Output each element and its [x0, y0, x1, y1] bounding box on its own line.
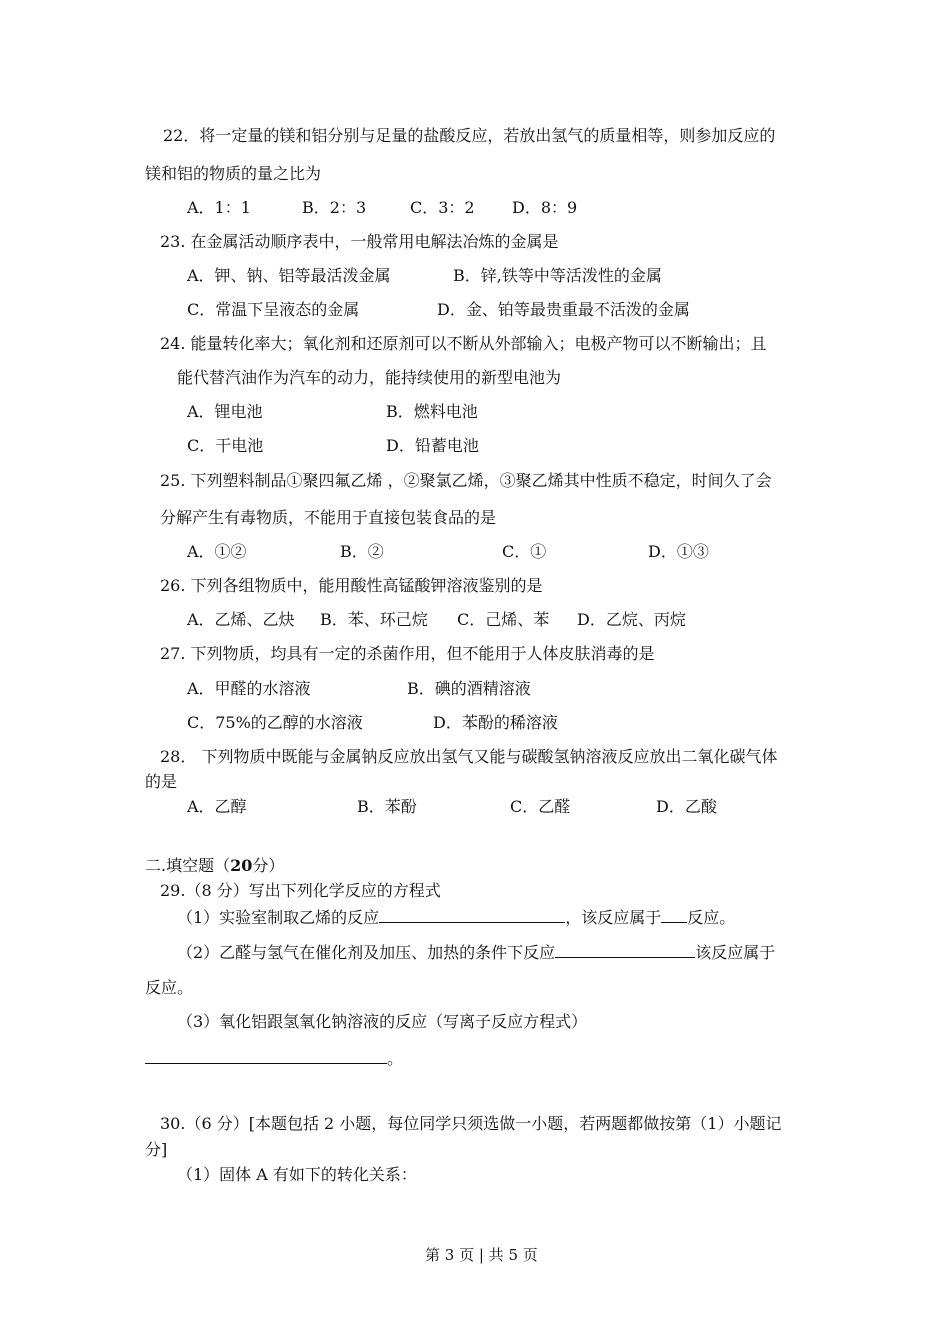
- q29-part1-blank-equation[interactable]: [379, 908, 565, 923]
- q24-option-d: D．铅蓄电池: [386, 436, 479, 455]
- q23-option-d: D．金、铂等最贵重最不活泼的金属: [437, 300, 690, 319]
- q23-option-b: B．锌,铁等中等活泼性的金属: [453, 266, 662, 285]
- q27-option-c: C．75%的乙醇的水溶液: [187, 713, 363, 732]
- q24-option-a: A．锂电池: [187, 402, 263, 421]
- q26-stem: 26. 下列各组物质中，能用酸性高锰酸钾溶液鉴别的是: [160, 576, 543, 595]
- q27-option-b: B．碘的酒精溶液: [407, 679, 531, 698]
- q22-option-d: D．8：9: [512, 198, 578, 217]
- q25-stem-line2: 分解产生有毒物质，不能用于直接包装食品的是: [160, 508, 497, 527]
- section-heading-suffix: 分）: [252, 856, 285, 875]
- section-heading-score: 20: [230, 856, 253, 875]
- q25-option-b: B．②: [340, 542, 384, 561]
- q29-part2-end: 反应。: [145, 978, 194, 997]
- q26-option-a: A．乙烯、乙炔: [187, 610, 295, 629]
- q29-part3: （3）氧化铝跟氢氧化钠溶液的反应（写离子反应方程式）: [177, 1012, 588, 1031]
- q24-stem-line1: 24. 能量转化率大；氧化剂和还原剂可以不断从外部输入；电极产物可以不断输出；且: [160, 334, 767, 353]
- q25-option-c: C．①: [502, 542, 547, 561]
- q30-stem-line2: 分]: [145, 1140, 168, 1159]
- q29-part1-text: （1）实验室制取乙烯的反应: [177, 908, 380, 927]
- q22-stem-line2: 镁和铝的物质的量之比为: [145, 164, 322, 183]
- q28-stem-line1: 28． 下列物质中既能与金属钠反应放出氢气又能与碳酸氢钠溶液反应放出二氧化碳气体: [160, 747, 778, 766]
- q22-option-b: B．2：3: [302, 198, 367, 217]
- q30-part1: （1）固体 A 有如下的转化关系：: [177, 1165, 417, 1184]
- page-number-footer: 第 3 页 | 共 5 页: [425, 1246, 538, 1264]
- q27-option-a: A．甲醛的水溶液: [187, 679, 311, 698]
- q26-option-d: D．乙烷、丙烷: [577, 610, 686, 629]
- q27-stem: 27. 下列物质，均具有一定的杀菌作用，但不能用于人体皮肤消毒的是: [160, 644, 655, 663]
- q28-stem-line2: 的是: [145, 772, 178, 791]
- q28-option-a: A．乙醇: [187, 797, 247, 816]
- q29-part3-end: 。: [387, 1049, 404, 1068]
- q24-option-b: B．燃料电池: [386, 402, 478, 421]
- q23-option-a: A．钾、钠、铝等最活泼金属: [187, 266, 391, 285]
- q29-part1-text2: ，该反应属于: [565, 908, 662, 927]
- q29-part2: [177, 943, 775, 961]
- q29-part1-blank-type[interactable]: [661, 908, 687, 923]
- q29-stem: 29.（8 分）写出下列化学反应的方程式: [160, 881, 441, 900]
- q25-option-d: D．①③: [648, 542, 709, 561]
- q23-option-c: C．常温下呈液态的金属: [187, 300, 360, 319]
- q22-stem-line1: 22．将一定量的镁和铝分别与足量的盐酸反应，若放出氢气的质量相等，则参加反应的: [163, 126, 776, 145]
- q29-part2-text2: 该反应属于: [695, 943, 776, 962]
- section-heading: [145, 858, 284, 874]
- q24-option-c: C．干电池: [187, 436, 264, 455]
- q29-part1: [177, 908, 735, 926]
- q26-option-b: B．苯、环己烷: [320, 610, 428, 629]
- section-heading-prefix: 二.填空题（: [145, 856, 231, 875]
- q28-option-d: D．乙酸: [656, 797, 717, 816]
- q25-stem-line1: 25. 下列塑料制品①聚四氟乙烯 ，②聚氯乙烯，③聚乙烯其中性质不稳定，时间久了会: [160, 471, 772, 490]
- q26-option-c: C．己烯、苯: [457, 610, 550, 629]
- q27-option-d: D．苯酚的稀溶液: [433, 713, 558, 732]
- q30-stem-line1: 30.（6 分）[本题包括 2 小题，每位同学只须选做一小题，若两题都做按第（1）小题记: [160, 1114, 782, 1133]
- q28-option-b: B．苯酚: [357, 797, 417, 816]
- q22-option-c: C．3：2: [410, 198, 475, 217]
- q29-part3-blank[interactable]: [145, 1049, 387, 1064]
- q29-part2-blank-equation[interactable]: [555, 943, 695, 958]
- q29-part3-answer-line: [145, 1049, 403, 1067]
- q25-option-a: A．①②: [187, 542, 247, 561]
- q29-part2-text: （2）乙醛与氢气在催化剂及加压、加热的条件下反应: [177, 943, 556, 962]
- q28-option-c: C．乙醛: [510, 797, 571, 816]
- q23-stem: 23. 在金属活动顺序表中，一般常用电解法冶炼的金属是: [160, 232, 559, 251]
- q22-option-a: A．1：1: [187, 198, 251, 217]
- q29-part1-text3: 反应。: [687, 908, 736, 927]
- q24-stem-line2: 能代替汽油作为汽车的动力，能持续使用的新型电池为: [177, 368, 562, 387]
